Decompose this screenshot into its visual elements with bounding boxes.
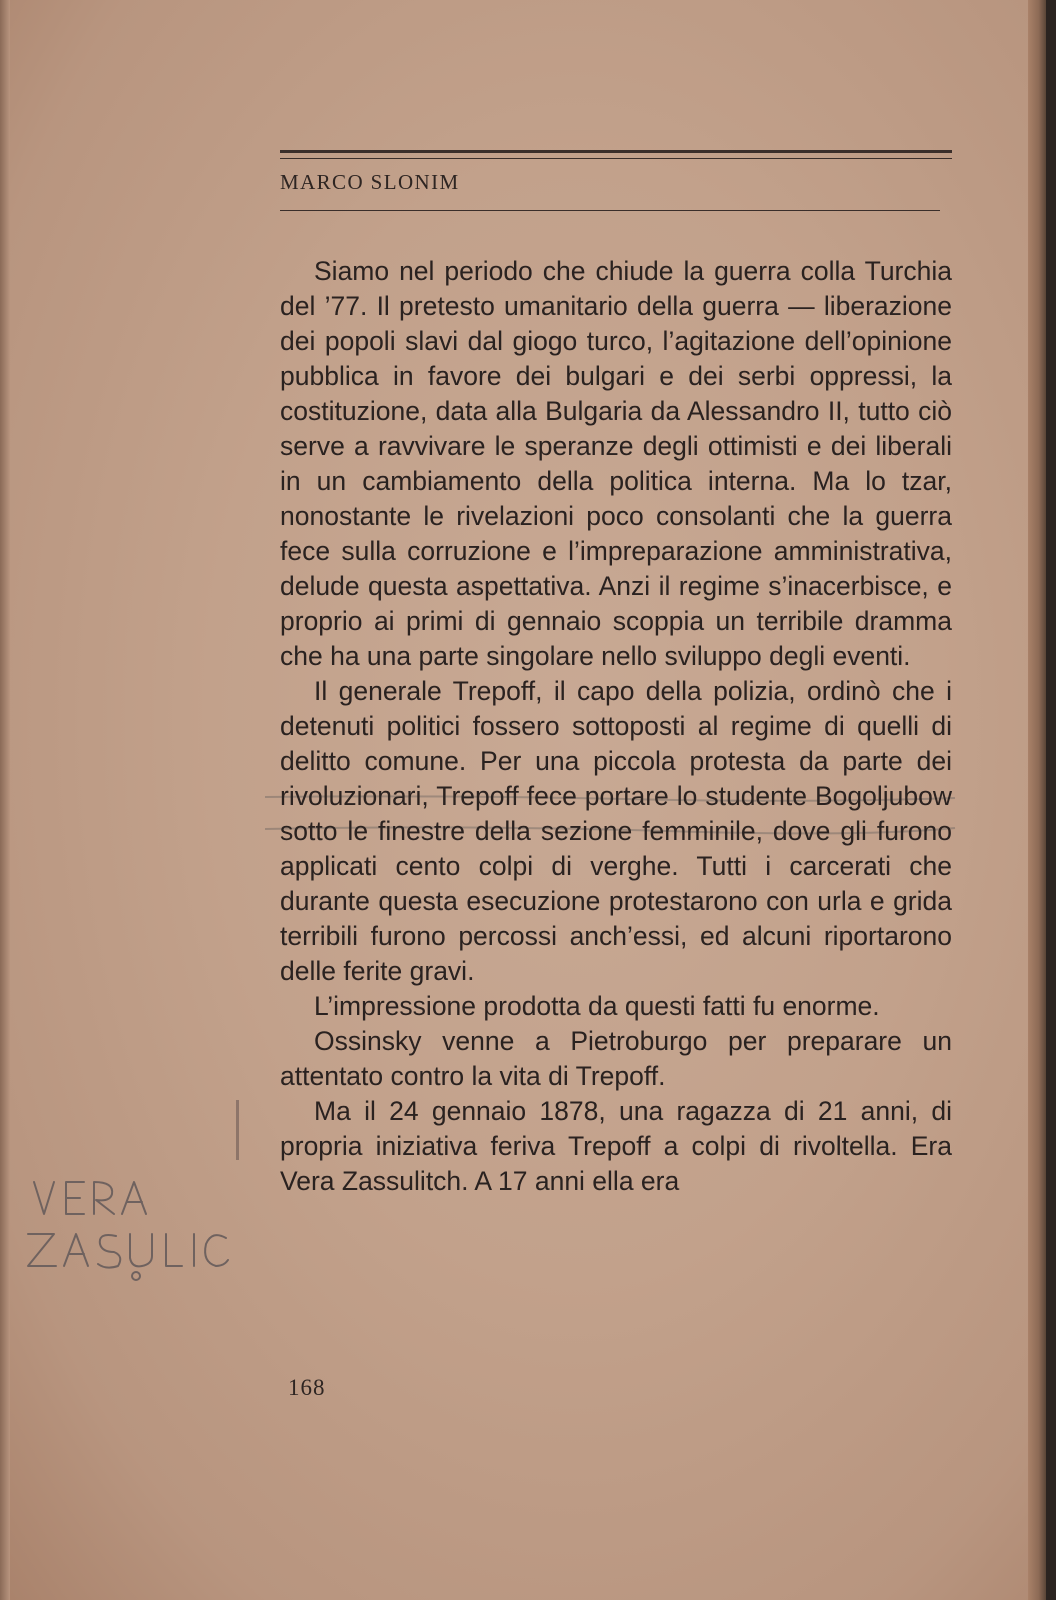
body-text xyxy=(280,254,952,1199)
top-rule-thin xyxy=(280,158,952,159)
paragraph: Siamo nel periodo che chiude la guerra colla Turchia del ’77. Il pretesto umanitario della guerra — liberazione dei popoli slavi dal giogo turco, l’agitazione dell’opinione pubblica in favore dei bulgari e dei serbi oppressi, la costituzione, data alla Bulgaria da Alessandro II, tutto ciò serve a ravvivare le speranze degli ottimisti e dei liberali in un cambiamento della politica interna. Ma lo tzar, nonostante le rivelazioni poco consolanti che la guerra fece sulla corruzione e l’impreparazione amministrativa, delude questa aspettativa. Anzi il regime s’inacerbisce, e proprio ai primi di gennaio scoppia un terribile dramma che ha una parte singolare nello sviluppo degli eventi. xyxy=(280,256,952,671)
pencil-margin-bar xyxy=(236,1100,239,1160)
running-head: MARCO SLONIM xyxy=(280,170,460,194)
paragraph: Il generale Trepoff, il capo della polizia, ordinò che i detenuti politici fossero sottoposti al regime di quelli di delitto comune. Per una piccola protesta da parte dei rivoluzionari, Trepoff fece portare lo studente Bogoljubow sotto le finestre della sezione femminile, dove gli furono applicati cento colpi di verghe. Tutti i carcerati che durante questa esecuzione protestarono con urla e grida terribili furono percossi anch’essi, ed alcuni riportarono delle ferite gravi. xyxy=(280,676,952,986)
page-left-edge xyxy=(0,0,10,1600)
top-rule xyxy=(280,150,952,153)
paragraph: L’impressione prodotta da questi fatti fu enorme. xyxy=(314,991,880,1021)
handwritten-margin-note xyxy=(26,1172,236,1282)
page-number: 168 xyxy=(288,1375,326,1400)
paragraph: Ma il 24 gennaio 1878, una ragazza di 21 anni, di propria iniziativa feriva Trepoff a colpi di rivoltella. Era Vera Zassulitch. A 17 anni ella era xyxy=(280,1096,952,1196)
head-rule xyxy=(280,210,940,211)
paragraph: Ossinsky venne a Pietroburgo per preparare un attentato contro la vita di Trepoff. xyxy=(280,1026,952,1091)
page-right-edge xyxy=(1028,0,1046,1600)
